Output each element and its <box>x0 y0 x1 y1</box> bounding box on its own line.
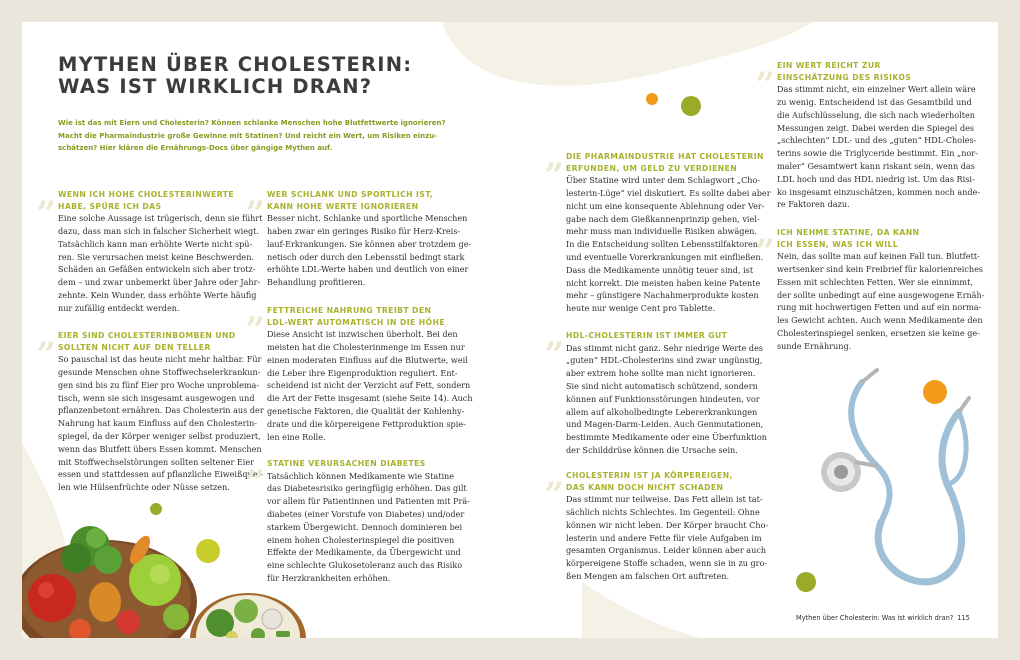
page-title: MYTHEN ÜBER CHOLESTERIN: WAS IST WIRKLICH DRAN? <box>58 53 413 98</box>
myth-body: Nein, das sollte man auf keinen Fall tun. Blutfett- wertsenker sind kein Freibrief für kalorienreiches Essen mit schlechten Fetten. Wer sie einnimmt, der sollte unbedingt auf eine ausgewogene Ernäh- rung mit hochwertigen Fetten und auf ein norma- les Gewicht achten. Auch wenn Medikamente den Cholesterinspiegel senken, ersetzen sie keine ge- sunde Ernährung. <box>777 251 985 351</box>
book-page-spread <box>22 22 998 638</box>
myth-body: Das stimmt nicht, ein einzelner Wert allein wäre zu wenig. Entscheidend ist das Gesamtbild und die Aufschlüsselung, die sich nach wiederholten Messungen zeigt. Dabei werden die Spiegel des „schlechten“ LDL- und des „guten“ HDL-Choles- terins sowie die Triglyceride bestimmt. Ein „nor- maler“ Gesamtwert kann riskant sein, wenn das LDL hoch und das HDL niedrig ist. Um das Risi- ko insgesamt einzuschätzen, kommen noch ande- re Faktoren dazu. <box>777 84 981 210</box>
quote-mark-icon: „ <box>37 316 57 356</box>
stethoscope-image <box>797 354 977 604</box>
myth-body: Über Statine wird unter dem Schlagwort „Cho- lesterin-Lüge“ viel diskutiert. Es sollte dabei aber nicht um eine konsequente Ablehnung oder Ver- gabe nach dem Gießkannenprinzip gehen, viel- mehr muss man individuelle Risiken abwägen. In die Entscheidung sollten Lebensstilfaktoren und eventuelle Vorerkrankungen mit einfließen. Dass die Medikamente unnötig teuer sind, ist nicht korrekt. Die meisten haben keine Patente mehr – günstigere Nachahmerprodukte kosten heute nur wenige Cent pro Tablette. <box>566 175 771 314</box>
myth-body: So pauschal ist das heute nicht mehr haltbar. Für gesunde Menschen ohne Stoffwechselerkrankun- gen sind bis zu fünf Eier pro Woche unproblema- tisch, wenn sie sich insgesamt ausgewogen und pflanzenbetont ernähren. Das Cholesterin aus der Nahrung hat kaum Einfluss auf den Cholesterin- spiegel, da der Körper weniger selbst produziert, wenn das Blutfett übers Essen kommt. Menschen mit Stoffwechselstörungen sollten seltener Eier essen und stattdessen auf pflanzliche Eiweißquel- len wie Hülsenfrüchte oder Nüsse setzen. <box>58 354 264 493</box>
myth-heading: WENN ICH HOHE CHOLESTERINWERTE HABE, SPÜRE ICH DAS <box>58 190 235 211</box>
quote-mark-icon: „ <box>545 316 565 356</box>
quote-mark-icon: „ <box>756 213 776 253</box>
intro-text: Wie ist das mit Eiern und Cholesterin? Können schlanke Menschen hohe Blutfettwerte ignorieren? Macht die Pharmaindustrie große Gewinne mit Statinen? Und reicht ein Wert, um Risiken einzu- schätzen? Hier klären die Ernährungs-Docs über gängige Mythen auf. <box>58 119 446 153</box>
myth-section <box>246 175 472 289</box>
myth-section <box>756 213 985 353</box>
myth-body: Das stimmt nur teilweise. Das Fett allein ist tat- sächlich nichts Schlechtes. Im Gegenteil: Ohne können wir nicht leben. Der Körper braucht Cho- lesterin und andere Fette für viele Aufgaben im gesamten Organismus. Leider können aber auch körpereigene Stoffe schaden, wenn sie in zu gro- ßen Mengen am falschen Ort auftreten. <box>566 494 769 581</box>
myth-heading: FETTREICHE NAHRUNG TREIBT DEN LDL-WERT AUTOMATISCH IN DIE HÖHE <box>267 306 445 327</box>
page-footer <box>796 614 970 622</box>
myth-heading: WER SCHLANK UND SPORTLICH IST, KANN HOHE WERTE IGNORIEREN <box>267 190 434 211</box>
myth-heading: CHOLESTERIN IST JA KÖRPEREIGEN, DAS KANN DOCH NICHT SCHADEN <box>566 471 733 492</box>
myth-body: Eine solche Aussage ist trügerisch, denn sie führt dazu, dass man sich in falscher Sicherheit wiegt. Tatsächlich kann man erhöhte Werte nicht spü- ren. Sie verursachen meist keine Beschwerden. Schäden an Gefäßen entwickeln sich aber trotz- dem – und zwar unbemerkt über Jahre oder Jahr- zehnte. Kein Wunder, dass erhöhte Werte häufig nur zufällig entdeckt werden. <box>58 213 263 313</box>
myth-section <box>37 316 264 494</box>
salad-bowl-image <box>188 577 308 638</box>
quote-mark-icon: „ <box>246 175 266 215</box>
myth-section <box>545 316 767 457</box>
quote-mark-icon: „ <box>756 46 776 86</box>
quote-mark-icon: „ <box>246 444 266 484</box>
myth-body: Diese Ansicht ist inzwischen überholt. Bei den meisten hat die Cholesterinmenge im Essen nur einen moderaten Einfluss auf die Blutwerte, weil die Leber ihre Eigenproduktion reguliert. Ent- scheidend ist nicht der Verzicht auf Fett, sondern die Art der Fette insgesamt (siehe Seite 14). Auch genetische Faktoren, die Qualität der Kohlenhy- drate und die körpereigene Fettproduktion spie- len eine Rolle. <box>267 329 473 442</box>
quote-mark-icon: „ <box>545 137 565 177</box>
myth-section <box>545 137 771 315</box>
myth-heading: EIN WERT REICHT ZUR EINSCHÄTZUNG DES RISIKOS <box>777 61 912 82</box>
myth-body: Tatsächlich können Medikamente wie Statine das Diabetesrisiko geringfügig erhöhen. Das gilt vor allem für Patientinnen und Patienten mit Prä- diabetes (einer Vorstufe von Diabetes) und/oder starkem Übergewicht. Dennoch dominieren bei einem hohen Cholesterinspiegel die positiven Effekte der Medikamente, da Übergewicht und eine schlechte Glukosetoleranz auch das Risiko für Herzkrankheiten erhöhen. <box>267 470 470 583</box>
olive-dot <box>681 96 701 116</box>
myth-section <box>37 175 263 315</box>
myth-heading: EIER SIND CHOLESTERINBOMBEN UND SOLLTEN NICHT AUF DEN TELLER <box>58 331 236 352</box>
myth-body: Besser nicht. Schlanke und sportliche Menschen haben zwar ein geringes Risiko für Herz-Kreis- lauf-Erkrankungen. Sie können aber trotzdem ge- netisch oder durch den Lebensstil bedingt stark erhöhte LDL-Werte haben und deutlich von einer Behandlung profitieren. <box>267 213 472 288</box>
myth-heading: HDL-CHOLESTERIN IST IMMER GUT <box>566 331 728 340</box>
vegetable-bowl-image <box>22 502 200 638</box>
quote-mark-icon: „ <box>37 175 57 215</box>
myth-heading: STATINE VERURSACHEN DIABETES <box>267 459 426 468</box>
myth-body: Das stimmt nicht ganz. Sehr niedrige Werte des „guten“ HDL-Cholesterins sind zwar ungünstig, aber extrem hohe sollte man nicht ignorieren. Sie sind nicht automatisch schützend, sondern können auf Funktionsstörungen hindeuten, vor allem auf alkoholbedingte Lebererkrankungen und Magen-Darm-Leiden. Auch Genmutationen, bestimmte Medikamente oder eine Überfunktion der Schilddrüse können die Ursache sein. <box>566 342 767 455</box>
quote-mark-icon: „ <box>545 456 565 496</box>
footer-title: Mythen über Cholesterin: Was ist wirklich dran? <box>796 614 954 622</box>
myth-section <box>246 291 473 443</box>
quote-mark-icon: „ <box>246 291 266 331</box>
myth-heading: ICH NEHME STATINE, DA KANN ICH ESSEN, WAS ICH WILL <box>777 228 920 249</box>
orange-dot <box>646 93 658 105</box>
myth-section <box>246 444 470 585</box>
myth-section <box>756 46 981 211</box>
page-number: 115 <box>957 614 970 622</box>
myth-section <box>545 456 769 583</box>
myth-heading: DIE PHARMAINDUSTRIE HAT CHOLESTERIN ERFUNDEN, UM GELD ZU VERDIENEN <box>566 152 764 173</box>
